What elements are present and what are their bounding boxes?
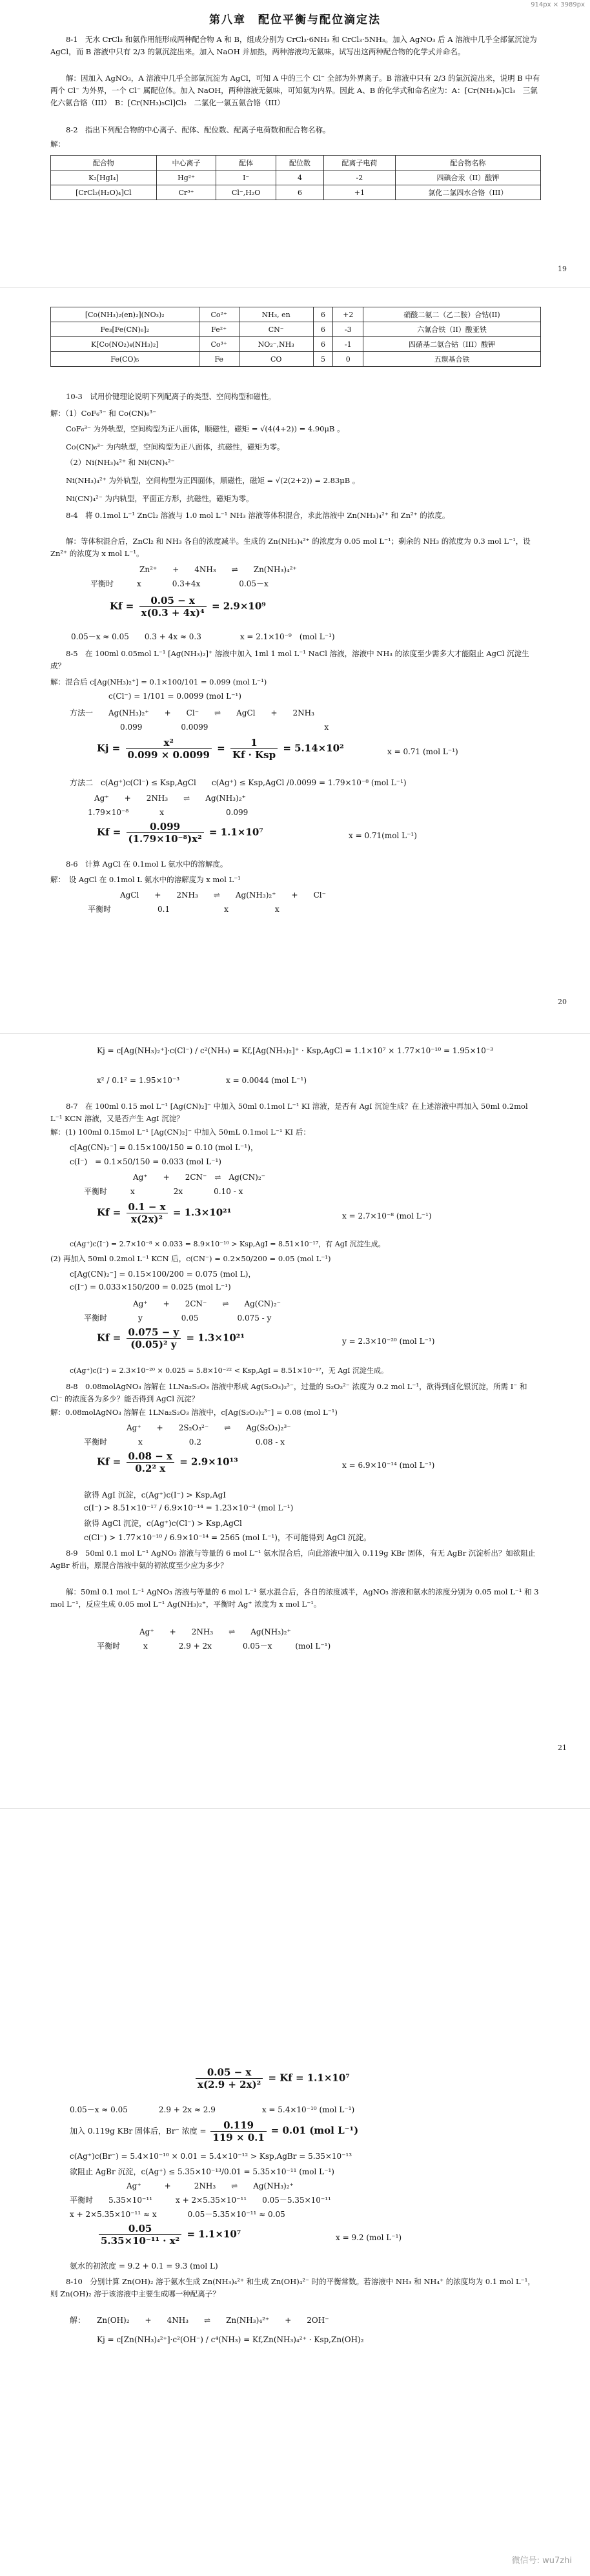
answer-8-9-equilibrium2: 平衡时 5.35×10⁻¹¹ x + 2×5.35×10⁻¹¹ 0.05－5.35×10⁻¹¹	[70, 2196, 331, 2205]
table-cell: 氯化二氯四水合铬（III）	[395, 185, 540, 200]
table-cell: NO₂⁻,NH₃	[239, 337, 313, 352]
numerator: 0.075 − y	[127, 1326, 181, 1339]
th-center-ion: 中心离子	[156, 156, 216, 170]
table-cell: I⁻	[216, 170, 276, 185]
answer-8-9-approx2: x + 2×5.35×10⁻¹¹ ≈ x 0.05－5.35×10⁻¹¹ ≈ 0.05	[70, 2210, 285, 2219]
kf-formula-nh3-min	[97, 2223, 241, 2247]
answer-8-8-agcl-result: c(Cl⁻) > 1.77×10⁻¹⁰ / 6.9×10⁻¹⁴ = 2565 (mol L⁻¹)，不可能得到 AgCl 沉淀。	[84, 1533, 371, 1542]
answer-8-9-condition: 欲阻止 AgBr 沉淀，c(Ag⁺) ≤ 5.35×10⁻¹³/0.01 = 5.35×10⁻¹¹ (mol L⁻¹)	[70, 2167, 334, 2176]
numerator: x²	[126, 737, 212, 749]
table-row	[51, 185, 541, 200]
fraction	[139, 595, 207, 619]
table-cell: 四碘合汞（II）酸钾	[395, 170, 540, 185]
fraction	[127, 1450, 175, 1474]
fraction	[230, 737, 278, 761]
table-header-row	[51, 156, 541, 170]
answer-8-9-equilibrium: 平衡时 x 2.9 + 2x 0.05－x (mol L⁻¹)	[97, 1642, 331, 1651]
answer-8-7-y: y = 2.3×10⁻²⁰ (mol L⁻¹)	[342, 1337, 435, 1346]
kf-formula-agcn-2	[97, 1326, 245, 1350]
table-cell: 五羰基合铁	[363, 352, 541, 367]
table-row	[51, 170, 541, 185]
question-8-3: 10-3 试用价键理论说明下列配离子的类型、空间构型和磁性。	[66, 392, 276, 401]
kf-value: = 2.9×10⁹	[211, 600, 266, 612]
kj-label: Kj =	[97, 742, 121, 754]
th-name: 配合物名称	[395, 156, 540, 170]
table-cell: 六氰合铁（II）酸亚铁	[363, 322, 541, 337]
table-cell: Co³⁺	[199, 337, 239, 352]
answer-8-5-line2: c(Cl⁻) = 1/101 = 0.0099 (mol L⁻¹)	[108, 692, 241, 701]
method-1-result: x = 0.71 (mol L⁻¹)	[387, 747, 458, 756]
kf-label: Kf =	[97, 826, 121, 838]
question-8-10: 8-10 分别计算 Zn(OH)₂ 溶于氨水生成 Zn(NH₃)₄²⁺ 和生成 Zn(OH)₄²⁻ 时的平衡常数。若溶液中 NH₃ 和 NH₄⁺ 的浓度均为 0.1 mol L⁻¹，则 Zn(OH)₂ 溶于该溶液中主要生成哪一种配离子？	[50, 2277, 535, 2298]
answer-8-9-br-line	[70, 2119, 358, 2143]
page-22	[0, 2066, 590, 2576]
table-cell: Fe(CO)₅	[51, 352, 199, 367]
answer-8-3-line2: CoF₆³⁻ 为外轨型，空间构型为正八面体，顺磁性，磁矩 = √(4(4+2)) = 4.90μB 。	[66, 424, 345, 433]
table-cell: K[Co(NO₂)₄(NH₃)₂]	[51, 337, 199, 352]
page-divider	[0, 1808, 590, 1809]
page-21	[0, 1046, 590, 2066]
complex-table-part1	[50, 155, 541, 200]
answer-8-9-x: x = 9.2 (mol L⁻¹)	[336, 2233, 402, 2242]
question-8-2: 8-2 指出下列配合物的中心离子、配体、配位数、配离子电荷数和配合物名称。	[66, 125, 331, 134]
answer-8-9-check: c(Ag⁺)c(Br⁻) = 5.4×10⁻¹⁰ × 0.01 = 5.4×10⁻¹² > Ksp,AgBr = 5.35×10⁻¹³	[70, 2152, 352, 2161]
table-cell: 0	[333, 352, 363, 367]
table-cell: 5	[313, 352, 333, 367]
kf-value: = 1.3×10²¹	[172, 1206, 232, 1219]
kf-label: Kf =	[97, 1332, 121, 1344]
kf-label: Kf =	[97, 1206, 121, 1219]
kj-value: = 5.14×10²	[283, 742, 344, 754]
br-value: = 0.01 (mol L⁻¹)	[270, 2125, 359, 2136]
denominator: 0.2² x	[135, 1463, 166, 1474]
question-8-8: 8-8 0.08molAgNO₃ 溶解在 1LNa₂S₂O₃ 溶液中形成 Ag(S₂O₃)₂³⁻，过量的 S₂O₃²⁻ 浓度为 0.2 mol L⁻¹，欲得到卤化银沉淀，所需 I⁻ 和 Cl⁻ 的浓度各为多少？能否得到 AgCl 沉淀？	[50, 1382, 527, 1403]
fraction	[127, 1201, 168, 1225]
kf-formula-zn	[110, 595, 266, 619]
table-cell: 6	[313, 322, 333, 337]
answer-8-7-check1: c(Ag⁺)c(I⁻) = 2.7×10⁻⁸ × 0.033 = 8.9×10⁻¹⁰ > Ksp,AgI = 8.51×10⁻¹⁷，有 AgI 沉淀生成。	[70, 1240, 385, 1248]
table-cell: 6	[313, 337, 333, 352]
method-2-reaction: Ag⁺ + 2NH₃ ⇌ Ag(NH₃)₂⁺	[94, 794, 246, 803]
numerator: 0.05 − x	[196, 2066, 263, 2079]
equation-zn-equilibrium: 平衡时 x 0.3+4x 0.05－x	[90, 579, 269, 588]
image-size-label: 914px × 3989px	[531, 1, 585, 8]
denominator: 119 × 0.1	[212, 2132, 265, 2143]
table-cell: Fe	[199, 352, 239, 367]
complex-table-part2	[50, 307, 541, 367]
answer-8-7-equilibrium2: 平衡时 y 0.05 0.075 - y	[84, 1314, 272, 1323]
answer-8-7-check2: c(Ag⁺)c(I⁻) = 2.3×10⁻²⁰ × 0.025 = 5.8×10⁻²² < Ksp,AgI = 8.51×10⁻¹⁷，无 AgI 沉淀生成。	[70, 1366, 389, 1375]
th-ligand: 配体	[216, 156, 276, 170]
numerator: 0.08 − x	[127, 1450, 175, 1463]
numerator: 0.119	[210, 2119, 266, 2132]
table-cell: Cr³⁺	[156, 185, 216, 200]
table-cell: +1	[323, 185, 395, 200]
kf-value: = 1.1×10⁷	[209, 826, 263, 838]
answer-8-3-line4: （2）Ni(NH₃)₄²⁺ 和 Ni(CN)₄²⁻	[66, 458, 175, 467]
answer-8-9-setup: 解：50ml 0.1 mol L⁻¹ AgNO₃ 溶液与等量的 6 mol L⁻¹ 氨水混合后，各自的浓度减半，AgNO₃ 溶液和氨水的浓度分别为 0.05 mol L⁻¹ 和 3 mol L⁻¹，反应生成 0.05 mol L⁻¹ Ag(NH₃)₂⁺，平衡时 Ag⁺ 浓度为 x mol L⁻¹。	[50, 1587, 539, 1609]
table-cell: [Co(NH₃)₂(en)₂](NO₃)₂	[51, 307, 199, 322]
table-cell: 6	[276, 185, 324, 200]
answer-8-9-reaction2: Ag⁺ + 2NH₃ ⇌ Ag(NH₃)₂⁺	[127, 2181, 294, 2190]
numerator: 0.1 − x	[127, 1201, 168, 1213]
table-cell: CO	[239, 352, 313, 367]
fraction	[99, 2223, 181, 2247]
question-8-6: 8-6 计算 AgCl 在 0.1mol L 氨水中的溶解度。	[66, 860, 228, 869]
method-2-values: 1.79×10⁻⁸ x 0.099	[88, 808, 249, 817]
answer-8-9-final: 氨水的初浓度 = 9.2 + 0.1 = 9.3 (mol L)	[70, 2262, 218, 2271]
table-cell: CN⁻	[239, 322, 313, 337]
table-cell: Fe²⁺	[199, 322, 239, 337]
numerator: 0.05	[99, 2223, 181, 2235]
answer-8-6-equilibrium: 平衡时 0.1 x x	[88, 905, 280, 914]
answer-8-9-approx: 0.05－x ≈ 0.05 2.9 + 2x ≈ 2.9 x = 5.4×10⁻¹⁰ (mol L⁻¹)	[70, 2105, 355, 2114]
table-row	[51, 337, 541, 352]
table-row	[51, 307, 541, 322]
page-number: 19	[558, 265, 567, 273]
answer-8-7-equilibrium: 平衡时 x 2x 0.10 - x	[84, 1187, 243, 1196]
kf-formula-method2	[97, 821, 263, 845]
answer-8-7-part2: (2) 再加入 50ml 0.2mol L⁻¹ KCN 后，c(CN⁻) = 0.2×50/200 = 0.05 (mol L⁻¹)	[50, 1254, 331, 1263]
denominator: 5.35×10⁻¹¹ · x²	[101, 2235, 180, 2247]
table-row	[51, 352, 541, 367]
answer-8-10-reaction: 解： Zn(OH)₂ + 4NH₃ ⇌ Zn(NH₃)₄²⁺ + 2OH⁻	[70, 2316, 329, 2325]
solve-label: 解：	[50, 139, 65, 149]
th-coord-number: 配位数	[276, 156, 324, 170]
answer-8-3-line6: Ni(CN)₄²⁻ 为内轨型，平面正方形，抗磁性，磁矩为零。	[66, 494, 254, 503]
table-cell: -1	[333, 337, 363, 352]
table-cell: Hg²⁺	[156, 170, 216, 185]
numerator: 0.099	[127, 821, 204, 833]
answer-8-6-setup: 解： 设 AgCl 在 0.1mol L 氨水中的溶解度为 x mol L⁻¹	[50, 875, 241, 884]
denominator: Kf · Ksp	[232, 749, 276, 761]
page-number: 21	[558, 1744, 567, 1752]
fraction	[196, 2066, 263, 2090]
answer-8-8-reaction: Ag⁺ + 2S₂O₃²⁻ ⇌ Ag(S₂O₃)₂³⁻	[127, 1423, 291, 1432]
kj-formula-agcl: Kj = c[Ag(NH₃)₂⁺]·c(Cl⁻) / c²(NH₃) = Kf,[Ag(NH₃)₂]⁺ · Ksp,AgCl = 1.1×10⁷ × 1.77×10⁻¹⁰ = 1.95×10⁻³	[97, 1046, 494, 1055]
page-19	[0, 0, 590, 284]
answer-8-3-line1: 解：（1）CoF₆³⁻ 和 Co(CN)₆³⁻	[50, 409, 157, 418]
answer-8-8-equilibrium: 平衡时 x 0.2 0.08 - x	[84, 1437, 285, 1447]
table-cell: 四硝基二氨合钴（III）酸钾	[363, 337, 541, 352]
kj-formula-method1	[97, 737, 344, 761]
table-cell: -3	[333, 322, 363, 337]
table-cell: Fe₃[Fe(CN)₆]₂	[51, 322, 199, 337]
answer-8-7-reaction: Ag⁺ + 2CN⁻ ⇌ Ag(CN)₂⁻	[133, 1173, 265, 1182]
question-8-5: 8-5 在 100ml 0.05mol L⁻¹ [Ag(NH₃)₂]⁺ 溶液中加入 1ml 1 mol L⁻¹ NaCl 溶液，溶液中 NH₃ 的浓度至少需多大才能阻止 AgCl 沉淀生成？	[50, 649, 529, 670]
kf-value: = Kf = 1.1×10⁷	[268, 2072, 350, 2084]
answer-8-6-reaction: AgCl + 2NH₃ ⇌ Ag(NH₃)₂⁺ + Cl⁻	[120, 891, 326, 900]
numerator: 1	[230, 737, 278, 749]
answer-8-7-line8: c[Ag(CN)₂⁻] = 0.15×100/200 = 0.075 (mol L)，	[70, 1270, 256, 1279]
fraction	[126, 737, 212, 761]
table-cell: -2	[323, 170, 395, 185]
page-divider	[0, 287, 590, 288]
kf-formula-ag-nh3	[194, 2066, 350, 2090]
answer-8-1: 解：因加入 AgNO₃，A 溶液中几乎全部氯沉淀为 AgCl，可知 A 中的三个 Cl⁻ 全部为外界离子。B 溶液中只有 2/3 的氯沉淀出来，说明 B 中有两个 Cl⁻ 为外界，一个 Cl⁻ 属配位体。加入 NaOH，两种溶液无氨味，可知氨为内界。因此 A、B 的化学式和命名应为：A：[Cr(NH₃)₆]Cl₃ 三氯化六氨合铬（III） B：[Cr(NH₃)₅Cl]Cl₂ 二氯化一氯五氨合铬（III）	[50, 74, 540, 107]
page-divider	[0, 1033, 590, 1034]
denominator: x(2.9 + 2x)²	[198, 2079, 261, 2090]
table-cell: NH₃, en	[239, 307, 313, 322]
question-8-4: 8-4 将 0.1mol L⁻¹ ZnCl₂ 溶液与 1.0 mol L⁻¹ NH₃ 溶液等体积混合，求此溶液中 Zn(NH₃)₄²⁺ 和 Zn²⁺ 的浓度。	[66, 511, 450, 520]
answer-8-9-reaction: Ag⁺ + 2NH₃ ⇌ Ag(NH₃)₂⁺	[139, 1627, 291, 1636]
equals-sign: =	[217, 742, 225, 754]
question-8-9: 8-9 50ml 0.1 mol L⁻¹ AgNO₃ 溶液与等量的 6 mol L⁻¹ 氨水混合后，向此溶液中加入 0.119g KBr 固体，有无 AgBr 沉淀析出？如欲阻止 AgBr 析出，原混合溶液中氨的初浓度至少应为多少？	[50, 1549, 536, 1570]
question-8-7: 8-7 在 100ml 0.15 mol L⁻¹ [Ag(CN)₂]⁻ 中加入 50ml 0.1mol L⁻¹ KI 溶液，是否有 AgI 沉淀生成？在上述溶液中再加入 50ml 0.2mol L⁻¹ KCN 溶液，又是否产生 AgI 沉淀？	[50, 1102, 528, 1123]
answer-8-3-line3: Co(CN)₆³⁻ 为内轨型，空间构型为正八面体，抗磁性，磁矩为零。	[66, 442, 285, 451]
denominator: 0.099 × 0.0099	[127, 749, 210, 761]
table-cell: 硝酸二氨二（乙二胺）合钴(II)	[363, 307, 541, 322]
kf-value: = 1.3×10²¹	[186, 1332, 245, 1344]
kf-formula-agcn	[97, 1201, 231, 1225]
answer-8-5-line1: 解：混合后 c[Ag(NH₃)₂⁺] = 0.1×100/101 = 0.099 (mol L⁻¹)	[50, 677, 267, 686]
answer-8-3-line5: Ni(NH₃)₄²⁺ 为外轨型，空间构型为正四面体，顺磁性，磁矩 = √(2(2+2)) = 2.83μB 。	[66, 476, 360, 485]
denominator: x(2x)²	[131, 1213, 163, 1225]
kf-label: Kf =	[97, 1456, 121, 1468]
answer-8-7-line2: c[Ag(CN)₂⁻] = 0.15×100/150 = 0.10 (mol L⁻¹)，	[70, 1143, 258, 1152]
equation-zn-result: 0.05－x ≈ 0.05 0.3 + 4x ≈ 0.3 x = 2.1×10⁻⁹ (mol L⁻¹)	[71, 632, 335, 641]
equation-zn-reaction: Zn²⁺ + 4NH₃ ⇌ Zn(NH₃)₄²⁺	[139, 565, 297, 574]
table-cell: [CrCl₂(H₂O)₄]Cl	[51, 185, 157, 200]
answer-8-8-line1: 解：0.08molAgNO₃ 溶解在 1LNa₂S₂O₃ 溶液中，c[Ag(S₂O₃)₂³⁻] = 0.08 (mol L⁻¹)	[50, 1408, 338, 1417]
fraction	[210, 2119, 266, 2143]
table-cell: +2	[333, 307, 363, 322]
answer-8-10-kj: Kj = c[Zn(NH₃)₄²⁺]·c²(OH⁻) / c⁴(NH₃) = Kf,Zn(NH₃)₄²⁺ · Ksp,Zn(OH)₂	[97, 2335, 364, 2344]
fraction	[127, 1326, 181, 1350]
answer-8-7-line3: c(I⁻) = 0.1×50/150 = 0.033 (mol L⁻¹)	[70, 1157, 221, 1166]
answer-8-4: 解：等体积混合后，ZnCl₂ 和 NH₃ 各自的浓度减半。生成的 Zn(NH₃)₄²⁺ 的浓度为 0.05 mol L⁻¹；剩余的 NH₃ 的浓度为 0.3 mol L⁻¹，设 Zn²⁺ 的浓度为 x mol L⁻¹。	[50, 537, 531, 558]
kf-value: = 1.1×10⁷	[187, 2228, 241, 2240]
table-cell: 4	[276, 170, 324, 185]
table-cell: Co²⁺	[199, 307, 239, 322]
br-label: 加入 0.119g KBr 固体后，Br⁻ 浓度 =	[70, 2127, 207, 2136]
answer-8-7-x: x = 2.7×10⁻⁸ (mol L⁻¹)	[342, 1211, 432, 1221]
page-number: 20	[558, 998, 567, 1006]
answer-8-8-x: x = 6.9×10⁻¹⁴ (mol L⁻¹)	[342, 1461, 435, 1470]
answer-8-6-result: x² / 0.1² = 1.95×10⁻³ x = 0.0044 (mol L⁻¹)	[97, 1076, 307, 1085]
answer-8-8-agi-result: c(I⁻) > 8.51×10⁻¹⁷ / 6.9×10⁻¹⁴ = 1.23×10⁻³ (mol L⁻¹)	[84, 1503, 294, 1512]
method-1-values: 0.099 0.0099 x	[120, 723, 329, 732]
th-complex: 配合物	[51, 156, 157, 170]
answer-8-8-agi-condition: 欲得 AgI 沉淀，c(Ag⁺)c(I⁻) > Ksp,AgI	[84, 1490, 227, 1499]
table-cell: 6	[313, 307, 333, 322]
table-row	[51, 322, 541, 337]
kf-formula-ags2o3	[97, 1450, 238, 1474]
method-2-condition: 方法二 c(Ag⁺)c(Cl⁻) ≤ Ksp,AgCl c(Ag⁺) ≤ Ksp,AgCl /0.0099 = 1.79×10⁻⁸ (mol L⁻¹)	[70, 778, 407, 787]
table-cell: Cl⁻,H₂O	[216, 185, 276, 200]
method-1-reaction: 方法一 Ag(NH₃)₂⁺ + Cl⁻ ⇌ AgCl + 2NH₃	[70, 708, 314, 717]
answer-8-7-line1: 解：(1) 100ml 0.15mol L⁻¹ [Ag(CN)₂]⁻ 中加入 50mL 0.1mol L⁻¹ KI 后：	[50, 1128, 310, 1137]
chapter-title: 第八章 配位平衡与配位滴定法	[209, 14, 381, 26]
th-charge: 配离子电荷	[323, 156, 395, 170]
answer-8-7-line9: c(I⁻) = 0.033×150/200 = 0.025 (mol L⁻¹)	[70, 1283, 231, 1292]
denominator: (0.05)² y	[130, 1339, 177, 1350]
answer-8-8-agcl-condition: 欲得 AgCl 沉淀，c(Ag⁺)c(Cl⁻) > Ksp,AgCl	[84, 1519, 242, 1528]
question-8-1: 8-1 无水 CrCl₃ 和氨作用能形成两种配合物 A 和 B，组成分别为 CrCl₃·6NH₃ 和 CrCl₃·5NH₃。加入 AgNO₃ 后 A 溶液中几乎全部氯沉淀为 AgCl，而 B 溶液中只有 2/3 的氯沉淀出来。加入 NaOH 并加热，两种溶液均无氨味。试写出这两种配合物的化学式并命名。	[50, 35, 537, 56]
denominator: (1.79×10⁻⁸)x²	[128, 833, 202, 845]
denominator: x(0.3 + 4x)⁴	[141, 607, 205, 619]
method-2-result: x = 0.71(mol L⁻¹)	[349, 831, 417, 840]
kf-label: Kf =	[110, 600, 134, 612]
wechat-watermark: 微信号: wu7zhi	[511, 2556, 572, 2566]
answer-8-7-reaction2: Ag⁺ + 2CN⁻ ⇌ Ag(CN)₂⁻	[133, 1299, 281, 1308]
fraction	[127, 821, 204, 845]
table-cell: K₂[HgI₄]	[51, 170, 157, 185]
kf-value: = 2.9×10¹³	[179, 1456, 238, 1468]
numerator: 0.05 − x	[139, 595, 207, 607]
